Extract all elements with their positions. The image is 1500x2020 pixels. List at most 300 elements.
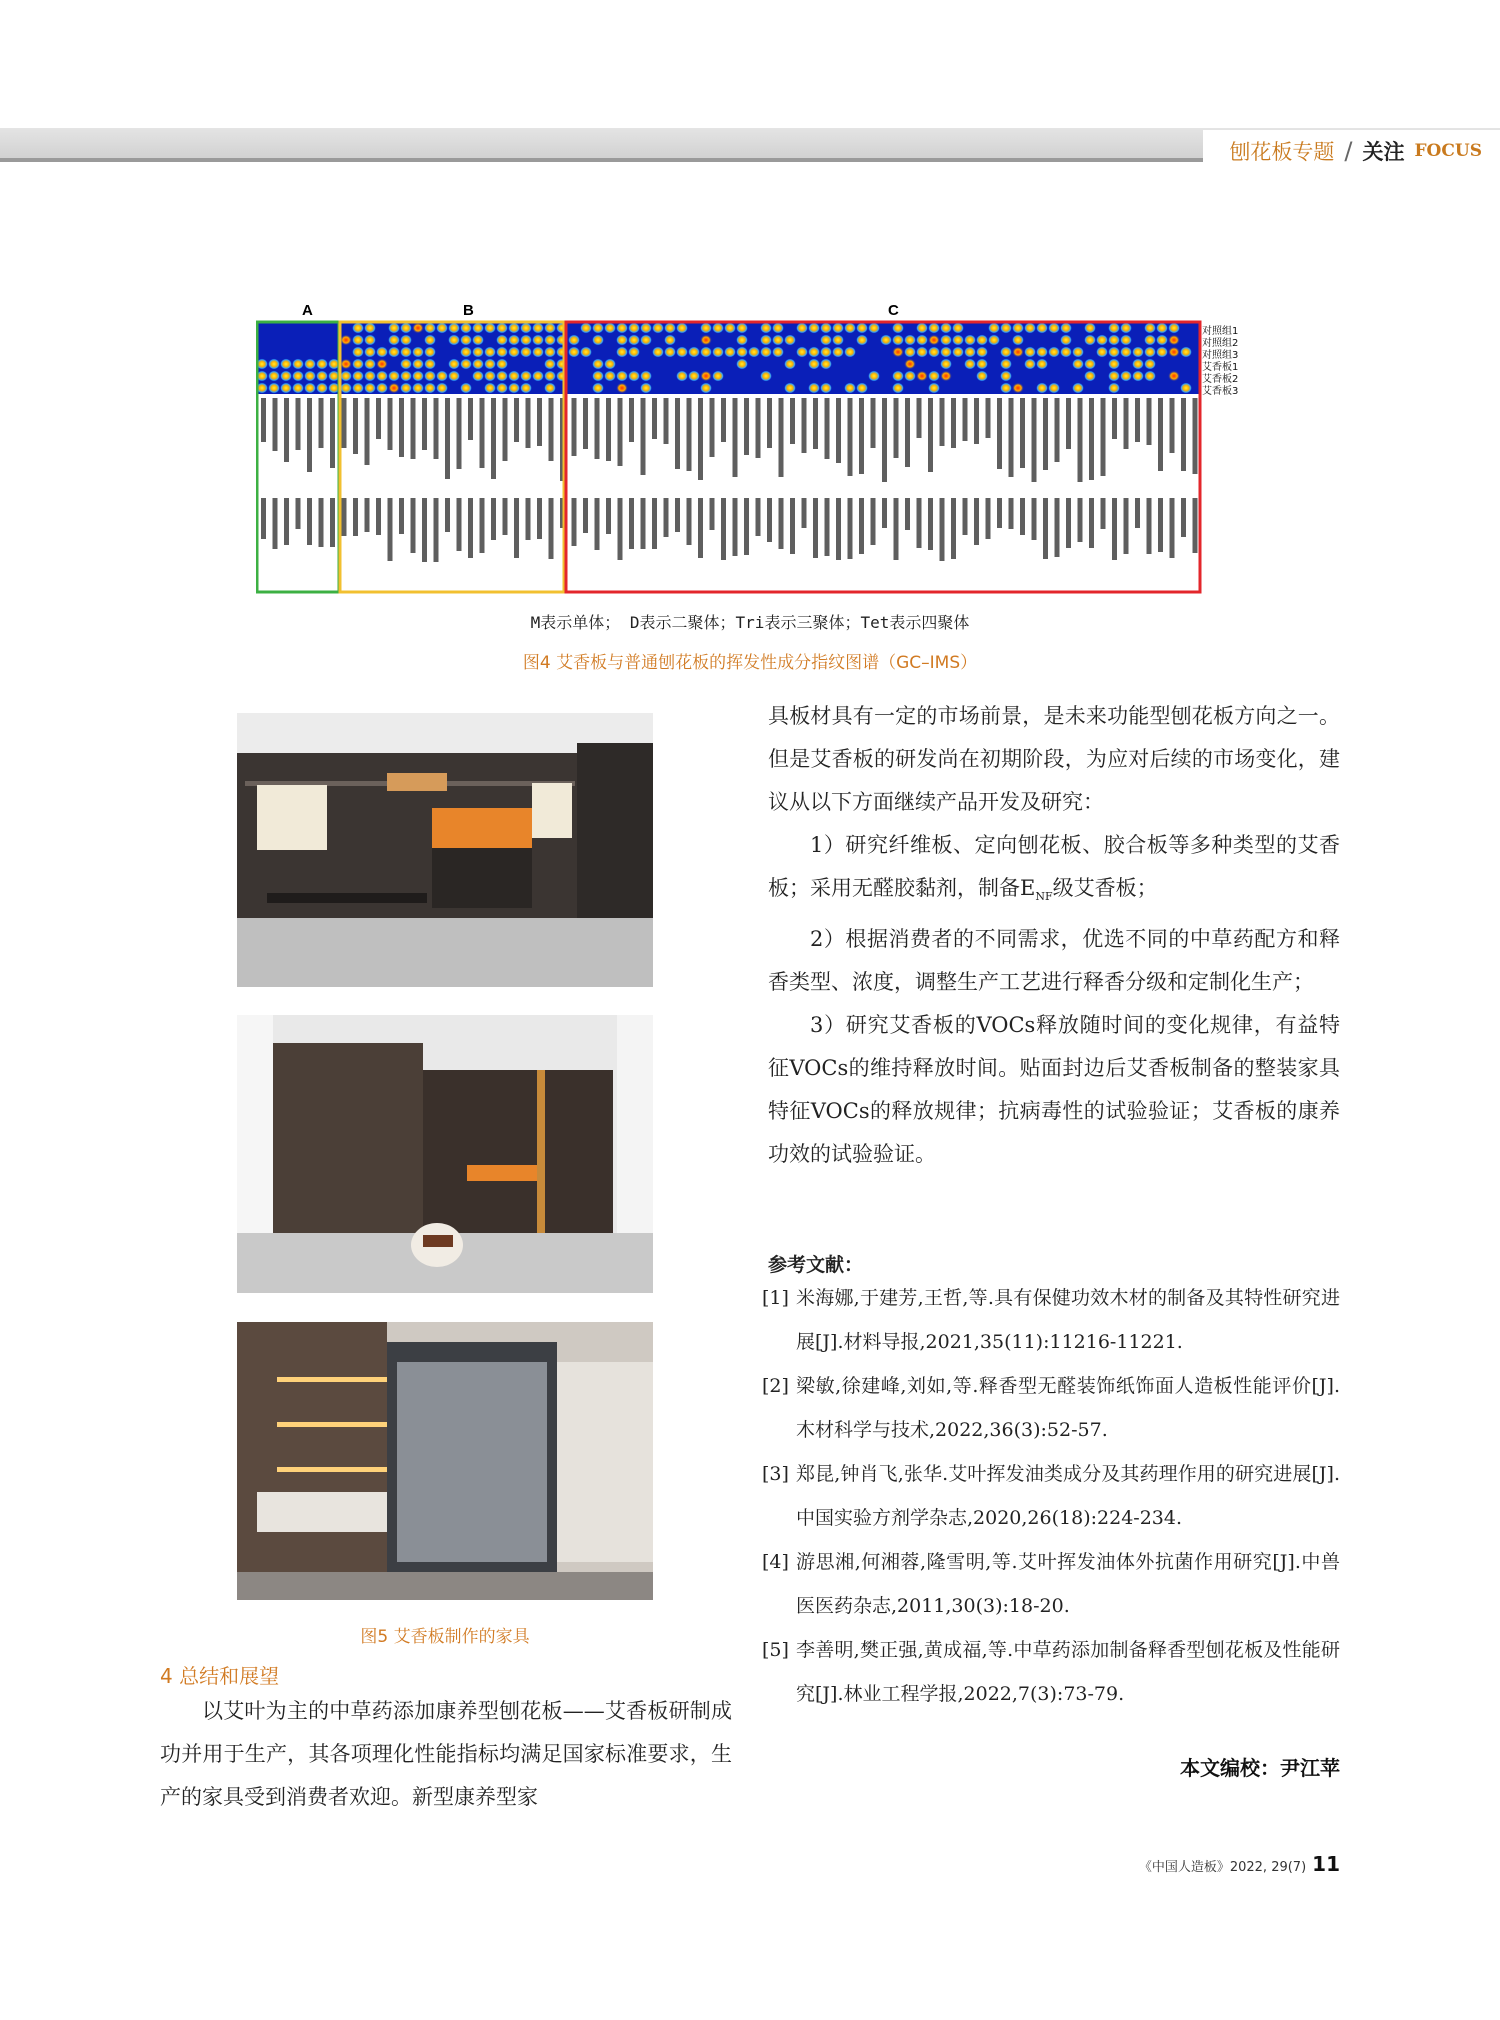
compound-label-stroke bbox=[629, 498, 634, 549]
compound-label-stroke bbox=[1066, 398, 1071, 449]
compound-label-stroke bbox=[779, 498, 784, 549]
heatmap-spot bbox=[520, 347, 532, 358]
heatmap-spot bbox=[724, 347, 736, 358]
heatmap-spot bbox=[1084, 371, 1096, 382]
heatmap-spot bbox=[1096, 335, 1108, 346]
compound-label-stroke bbox=[1147, 398, 1152, 445]
heatmap-spot bbox=[760, 335, 772, 346]
heatmap-spot bbox=[664, 347, 676, 358]
heatmap-spot bbox=[592, 359, 604, 370]
reference-number: [4] bbox=[762, 1551, 789, 1573]
compound-label-stroke bbox=[940, 398, 945, 446]
heatmap-spot bbox=[1060, 335, 1072, 346]
heatmap-spot bbox=[268, 383, 280, 394]
heatmap-spot bbox=[1072, 347, 1084, 358]
compound-label-stroke bbox=[388, 398, 393, 450]
header-slash: / bbox=[1344, 137, 1353, 165]
compound-label-stroke bbox=[1043, 398, 1048, 470]
heatmap-spot bbox=[1084, 359, 1096, 370]
compound-label-stroke bbox=[974, 398, 979, 444]
heatmap-spot bbox=[640, 323, 652, 334]
heatmap-spot bbox=[1036, 347, 1048, 358]
compound-label-stroke bbox=[1020, 498, 1025, 535]
group-label-c: C bbox=[888, 302, 899, 319]
heatmap-spot bbox=[544, 347, 556, 358]
compound-label-stroke bbox=[376, 398, 381, 439]
compound-label-stroke bbox=[1181, 398, 1186, 471]
compound-label-stroke bbox=[572, 498, 577, 546]
heatmap-spot bbox=[868, 371, 880, 382]
heatmap-spot bbox=[340, 383, 352, 394]
heatmap-spot bbox=[628, 347, 640, 358]
heatmap-spot bbox=[316, 383, 328, 394]
heatmap-spot bbox=[832, 323, 844, 334]
heatmap-spot bbox=[1132, 359, 1144, 370]
heatmap-spot bbox=[940, 335, 952, 346]
compound-label-stroke bbox=[733, 398, 738, 477]
heatmap-spot bbox=[1012, 347, 1024, 358]
heatmap-spot bbox=[736, 335, 748, 346]
heatmap-spot bbox=[976, 371, 988, 382]
heatmap-spot bbox=[460, 323, 472, 334]
heatmap-spot bbox=[700, 323, 712, 334]
reference-item bbox=[762, 1540, 1340, 1628]
heatmap-spot bbox=[1048, 347, 1060, 358]
heatmap-spot bbox=[424, 347, 436, 358]
heatmap-spot bbox=[484, 383, 496, 394]
compound-label-stroke bbox=[1043, 498, 1048, 559]
heatmap-spot bbox=[508, 371, 520, 382]
compound-label-stroke bbox=[802, 498, 807, 528]
heatmap-spot bbox=[484, 323, 496, 334]
compound-label-stroke bbox=[307, 398, 312, 472]
heatmap-spot bbox=[700, 335, 712, 346]
compound-label-stroke bbox=[997, 498, 1002, 528]
heatmap-spot bbox=[400, 359, 412, 370]
heatmap-spot bbox=[604, 359, 616, 370]
row-label: 艾香板1 bbox=[1202, 362, 1239, 373]
compound-label-stroke bbox=[1078, 498, 1083, 542]
heatmap-spot bbox=[892, 335, 904, 346]
compound-label-stroke bbox=[767, 398, 772, 448]
heatmap-spot bbox=[844, 347, 856, 358]
heatmap-spot bbox=[700, 383, 712, 394]
paragraph-continuation: 具板材具有一定的市场前景，是未来功能型刨花板方向之一。但是艾香板的研发尚在初期阶段，为应对后续的市场变化，建议从以下方面继续产品开发及研究： bbox=[768, 704, 1340, 814]
heatmap-spot bbox=[808, 347, 820, 358]
compound-label-stroke bbox=[514, 498, 519, 558]
list-item-1-text: 1）研究纤维板、定向刨花板、胶合板等多种类型的艾香板；采用无醛胶黏剂，制备E bbox=[768, 833, 1340, 900]
heatmap-spot bbox=[1000, 323, 1012, 334]
heatmap-spot bbox=[508, 323, 520, 334]
heatmap-spot bbox=[1108, 347, 1120, 358]
reference-text: 李善明,樊正强,黄成福,等.中草药添加制备释香型刨花板及性能研究[J].林业工程学报,2022,7(3):73-79. bbox=[796, 1639, 1340, 1705]
compound-label-stroke bbox=[652, 498, 657, 549]
heatmap-spot bbox=[520, 335, 532, 346]
heatmap-spot bbox=[748, 347, 760, 358]
heatmap-spot bbox=[640, 383, 652, 394]
heatmap-spot bbox=[292, 371, 304, 382]
heatmap-spot bbox=[340, 335, 352, 346]
compound-label-stroke bbox=[1181, 498, 1186, 537]
fingerprint-figure bbox=[256, 298, 1250, 594]
compound-label-stroke bbox=[399, 398, 404, 457]
heatmap-spot bbox=[496, 371, 508, 382]
compound-label-stroke bbox=[675, 398, 680, 469]
compound-label-stroke bbox=[894, 498, 899, 560]
heatmap-spot bbox=[580, 323, 592, 334]
heatmap-spot bbox=[388, 383, 400, 394]
heatmap-spot bbox=[1120, 371, 1132, 382]
heatmap-spot bbox=[1060, 323, 1072, 334]
compound-label-stroke bbox=[273, 398, 278, 451]
heatmap-spot bbox=[1012, 383, 1024, 394]
heatmap-spot bbox=[364, 359, 376, 370]
reference-number: [5] bbox=[762, 1639, 789, 1661]
compound-label-stroke bbox=[848, 498, 853, 559]
heatmap-spot bbox=[448, 323, 460, 334]
heatmap-spot bbox=[712, 371, 724, 382]
heatmap-spot bbox=[700, 371, 712, 382]
reference-number: [3] bbox=[762, 1463, 789, 1485]
compound-label-stroke bbox=[445, 398, 450, 479]
heatmap-spot bbox=[1024, 323, 1036, 334]
heatmap-spot bbox=[376, 359, 388, 370]
heatmap-spot bbox=[604, 371, 616, 382]
heatmap-spot bbox=[316, 359, 328, 370]
heatmap-spot bbox=[1144, 359, 1156, 370]
compound-label-stroke bbox=[353, 498, 358, 536]
compound-label-stroke bbox=[871, 498, 876, 545]
heatmap-spot bbox=[424, 323, 436, 334]
compound-label-stroke bbox=[1009, 498, 1014, 529]
heatmap-spot bbox=[688, 371, 700, 382]
section-title: 4 总结和展望 bbox=[160, 1664, 280, 1688]
heatmap-spot bbox=[316, 371, 328, 382]
compound-label-stroke bbox=[894, 398, 899, 458]
compound-label-stroke bbox=[675, 498, 680, 532]
heatmap-spot bbox=[1084, 323, 1096, 334]
heatmap-spot bbox=[352, 359, 364, 370]
row-label-list bbox=[1202, 326, 1238, 398]
reference-item bbox=[762, 1452, 1340, 1540]
compound-label-stroke bbox=[365, 498, 370, 532]
compound-label-stroke bbox=[951, 398, 956, 448]
heatmap-spot bbox=[928, 383, 940, 394]
header-focus: FOCUS bbox=[1414, 141, 1482, 161]
compound-label-stroke bbox=[1055, 398, 1060, 462]
heatmap-spot bbox=[904, 347, 916, 358]
compound-label-stroke bbox=[606, 498, 611, 534]
heatmap-spot bbox=[1000, 359, 1012, 370]
heatmap-spot bbox=[1084, 335, 1096, 346]
compound-label-stroke bbox=[365, 398, 370, 465]
heatmap-spot bbox=[1156, 335, 1168, 346]
heatmap-spot bbox=[676, 323, 688, 334]
compound-label-stroke bbox=[1193, 498, 1198, 553]
compound-label-stroke bbox=[664, 398, 669, 444]
compound-label-stroke bbox=[261, 398, 266, 442]
reference-number: [1] bbox=[762, 1287, 789, 1309]
heatmap-spot bbox=[868, 323, 880, 334]
heatmap-spot bbox=[928, 335, 940, 346]
heatmap-spot bbox=[1024, 359, 1036, 370]
compound-label-stroke bbox=[1124, 398, 1129, 449]
heatmap-spot bbox=[1036, 323, 1048, 334]
heatmap-spot bbox=[544, 335, 556, 346]
heatmap-spot bbox=[592, 323, 604, 334]
heatmap-spot bbox=[532, 371, 544, 382]
heatmap-spot bbox=[616, 383, 628, 394]
compound-label-stroke bbox=[537, 398, 542, 446]
compound-label-stroke bbox=[652, 398, 657, 439]
furniture-photo-1 bbox=[237, 713, 653, 987]
heatmap-spot bbox=[484, 359, 496, 370]
compound-label-stroke bbox=[756, 498, 761, 536]
heatmap-spot bbox=[1000, 383, 1012, 394]
list-item-2: 2）根据消费者的不同需求，优选不同的中草药配方和释香类型、浓度，调整生产工艺进行释香分级和定制化生产； bbox=[768, 927, 1340, 995]
heatmap-spot bbox=[364, 323, 376, 334]
heatmap-spot bbox=[832, 347, 844, 358]
list-item-1-subscript: NF bbox=[1035, 890, 1053, 904]
compound-label-stroke bbox=[514, 398, 519, 442]
compound-label-stroke bbox=[848, 398, 853, 476]
header-category: 刨花板专题 bbox=[1229, 140, 1335, 164]
heatmap-spot bbox=[376, 383, 388, 394]
paragraph-text: 以艾叶为主的中草药添加康养型刨花板——艾香板研制成功并用于生产，其各项理化性能指标均满足国家标准要求，生产的家具受到消费者欢迎。新型康养型家 bbox=[160, 1699, 732, 1809]
compound-label-stroke bbox=[951, 498, 956, 559]
compound-label-stroke bbox=[480, 398, 485, 468]
heatmap-spot bbox=[1168, 347, 1180, 358]
heatmap-spot bbox=[400, 347, 412, 358]
reference-list bbox=[762, 1276, 1340, 1716]
heatmap-spot bbox=[388, 323, 400, 334]
heatmap-spot bbox=[712, 323, 724, 334]
heatmap-spot bbox=[292, 359, 304, 370]
heatmap-spot bbox=[916, 323, 928, 334]
heatmap-spot bbox=[880, 335, 892, 346]
heatmap-spot bbox=[268, 371, 280, 382]
compound-label-stroke bbox=[687, 498, 692, 545]
compound-label-stroke bbox=[1135, 398, 1140, 442]
heatmap-spot bbox=[820, 347, 832, 358]
heatmap-spot bbox=[1144, 371, 1156, 382]
compound-label-stroke bbox=[526, 498, 531, 540]
heatmap-spot bbox=[772, 335, 784, 346]
heatmap-spot bbox=[424, 359, 436, 370]
compound-label-stroke bbox=[606, 398, 611, 461]
compound-label-stroke bbox=[549, 398, 554, 461]
compound-label-stroke bbox=[572, 398, 577, 456]
heatmap-spot bbox=[472, 359, 484, 370]
reference-item bbox=[762, 1628, 1340, 1716]
compound-label-stroke bbox=[905, 498, 910, 530]
heatmap-spot bbox=[1000, 371, 1012, 382]
heatmap-spot bbox=[928, 347, 940, 358]
reference-number: [2] bbox=[762, 1375, 789, 1397]
compound-label-stroke bbox=[767, 498, 772, 542]
row-label: 对照组1 bbox=[1202, 326, 1239, 337]
heatmap-spot bbox=[280, 359, 292, 370]
compound-label-stroke bbox=[997, 398, 1002, 469]
heatmap-spot bbox=[1024, 347, 1036, 358]
heatmap-spot bbox=[364, 335, 376, 346]
heatmap-spot bbox=[652, 323, 664, 334]
heatmap-spot bbox=[1108, 323, 1120, 334]
heatmap-spot bbox=[520, 371, 532, 382]
list-item-1 bbox=[768, 824, 1340, 918]
compound-label-stroke bbox=[963, 498, 968, 535]
heatmap-spot bbox=[712, 347, 724, 358]
heatmap-spot bbox=[604, 323, 616, 334]
heatmap-spot bbox=[496, 335, 508, 346]
heatmap-spot bbox=[412, 323, 424, 334]
heatmap-spot bbox=[664, 335, 676, 346]
heatmap-spot bbox=[964, 347, 976, 358]
heatmap-spot bbox=[520, 383, 532, 394]
reference-text: 郑昆,钟肖飞,张华.艾叶挥发油类成分及其药理作用的研究进展[J].中国实验方剂学杂志,2020,26(18):224-234. bbox=[796, 1463, 1340, 1529]
heatmap-spot bbox=[436, 323, 448, 334]
heatmap-spot bbox=[496, 323, 508, 334]
heatmap-spot bbox=[976, 347, 988, 358]
heatmap-spot bbox=[916, 371, 928, 382]
compound-label-stroke bbox=[595, 498, 600, 550]
compound-label-stroke bbox=[1055, 498, 1060, 557]
heatmap-spot bbox=[700, 347, 712, 358]
compound-label-stroke bbox=[905, 398, 910, 467]
compound-label-stroke bbox=[882, 498, 887, 528]
heatmap-spot bbox=[1120, 347, 1132, 358]
heatmap-spot bbox=[952, 335, 964, 346]
compound-label-stroke bbox=[1032, 498, 1037, 540]
compound-label-stroke bbox=[813, 398, 818, 449]
heatmap-spot bbox=[628, 371, 640, 382]
heatmap-spot bbox=[424, 383, 436, 394]
header-tab bbox=[1203, 130, 1500, 172]
heatmap-spot bbox=[892, 383, 904, 394]
compound-label-stroke bbox=[503, 398, 508, 461]
heatmap-spot bbox=[436, 371, 448, 382]
compound-label-stroke bbox=[330, 498, 335, 547]
heatmap-spot bbox=[1168, 371, 1180, 382]
heatmap-spot bbox=[364, 347, 376, 358]
compound-label-stroke bbox=[618, 498, 623, 560]
compound-label-stroke bbox=[744, 398, 749, 455]
compound-label-stroke bbox=[1170, 398, 1175, 453]
compound-label-stroke bbox=[261, 498, 266, 539]
heatmap-spot bbox=[820, 383, 832, 394]
compound-label-stroke bbox=[825, 498, 830, 556]
heatmap-spot bbox=[400, 371, 412, 382]
reference-text: 游思湘,何湘蓉,隆雪明,等.艾叶挥发油体外抗菌作用研究[J].中兽医医药杂志,2011,30(3):18-20. bbox=[796, 1551, 1340, 1617]
compound-label-stroke bbox=[825, 398, 830, 459]
heatmap-spot bbox=[1060, 347, 1072, 358]
references-title: 参考文献： bbox=[768, 1254, 864, 1276]
heatmap-spot bbox=[1096, 347, 1108, 358]
heatmap-spot bbox=[904, 335, 916, 346]
heatmap-spot bbox=[1144, 347, 1156, 358]
heatmap-spot bbox=[856, 383, 868, 394]
compound-label-stroke bbox=[457, 498, 462, 551]
heatmap-spot bbox=[616, 371, 628, 382]
row-label: 对照组2 bbox=[1202, 338, 1239, 349]
compound-label-stroke bbox=[756, 398, 761, 458]
section-right-text bbox=[768, 695, 1340, 1176]
compound-label-stroke bbox=[1078, 398, 1083, 482]
heatmap-spot bbox=[940, 347, 952, 358]
heatmap-spot bbox=[736, 323, 748, 334]
compound-label-stroke bbox=[698, 398, 703, 480]
heatmap-spot bbox=[916, 335, 928, 346]
heatmap-spot bbox=[472, 347, 484, 358]
heatmap-spot bbox=[424, 335, 436, 346]
heatmap-spot bbox=[808, 383, 820, 394]
heatmap-spot bbox=[736, 347, 748, 358]
heatmap-spot bbox=[352, 323, 364, 334]
heatmap-spot bbox=[640, 371, 652, 382]
heatmap-spot bbox=[352, 335, 364, 346]
heatmap-spot bbox=[340, 371, 352, 382]
heatmap-spot bbox=[544, 323, 556, 334]
heatmap-spot bbox=[448, 335, 460, 346]
compound-label-stroke bbox=[583, 498, 588, 533]
compound-label-stroke bbox=[744, 498, 749, 555]
heatmap-spot bbox=[760, 371, 772, 382]
compound-label-stroke bbox=[733, 498, 738, 556]
heatmap-spot bbox=[352, 383, 364, 394]
compound-label-stroke bbox=[802, 398, 807, 453]
heatmap-spot bbox=[892, 347, 904, 358]
heatmap-spot bbox=[544, 371, 556, 382]
compound-label-stroke bbox=[790, 398, 795, 444]
compound-label-stroke bbox=[284, 398, 289, 462]
compound-label-stroke bbox=[595, 398, 600, 459]
heatmap-spot bbox=[1120, 335, 1132, 346]
heatmap-spot bbox=[460, 347, 472, 358]
heatmap-spot bbox=[916, 347, 928, 358]
heatmap-spot bbox=[580, 347, 592, 358]
heatmap-spot bbox=[1000, 347, 1012, 358]
heatmap-spot bbox=[304, 359, 316, 370]
heatmap-spot bbox=[940, 359, 952, 370]
compound-label-stroke bbox=[963, 398, 968, 441]
list-item-1-tail: 级艾香板； bbox=[1052, 876, 1158, 900]
compound-label-stroke bbox=[411, 398, 416, 459]
heatmap-spot bbox=[400, 323, 412, 334]
compound-label-stroke bbox=[319, 498, 324, 547]
compound-label-stroke bbox=[1147, 498, 1152, 554]
heatmap-spot bbox=[1108, 359, 1120, 370]
compound-label-stroke bbox=[917, 398, 922, 438]
heatmap-spot bbox=[292, 383, 304, 394]
heatmap-spot bbox=[304, 383, 316, 394]
furniture-photo-2 bbox=[237, 1015, 653, 1293]
compound-label-stroke bbox=[434, 498, 439, 562]
heatmap-spot bbox=[532, 323, 544, 334]
section-left-paragraph bbox=[160, 1690, 732, 1819]
compound-label-stroke bbox=[664, 498, 669, 537]
heatmap-spot bbox=[664, 323, 676, 334]
heatmap-spot bbox=[568, 335, 580, 346]
heatmap-spot bbox=[952, 347, 964, 358]
heatmap-spot bbox=[508, 335, 520, 346]
heatmap-spot bbox=[616, 335, 628, 346]
heatmap-spot bbox=[1048, 383, 1060, 394]
heatmap-spot bbox=[616, 347, 628, 358]
heatmap-spot bbox=[988, 335, 1000, 346]
heatmap-spot bbox=[808, 359, 820, 370]
compound-label-stroke bbox=[1193, 398, 1198, 474]
heatmap-spot bbox=[436, 383, 448, 394]
